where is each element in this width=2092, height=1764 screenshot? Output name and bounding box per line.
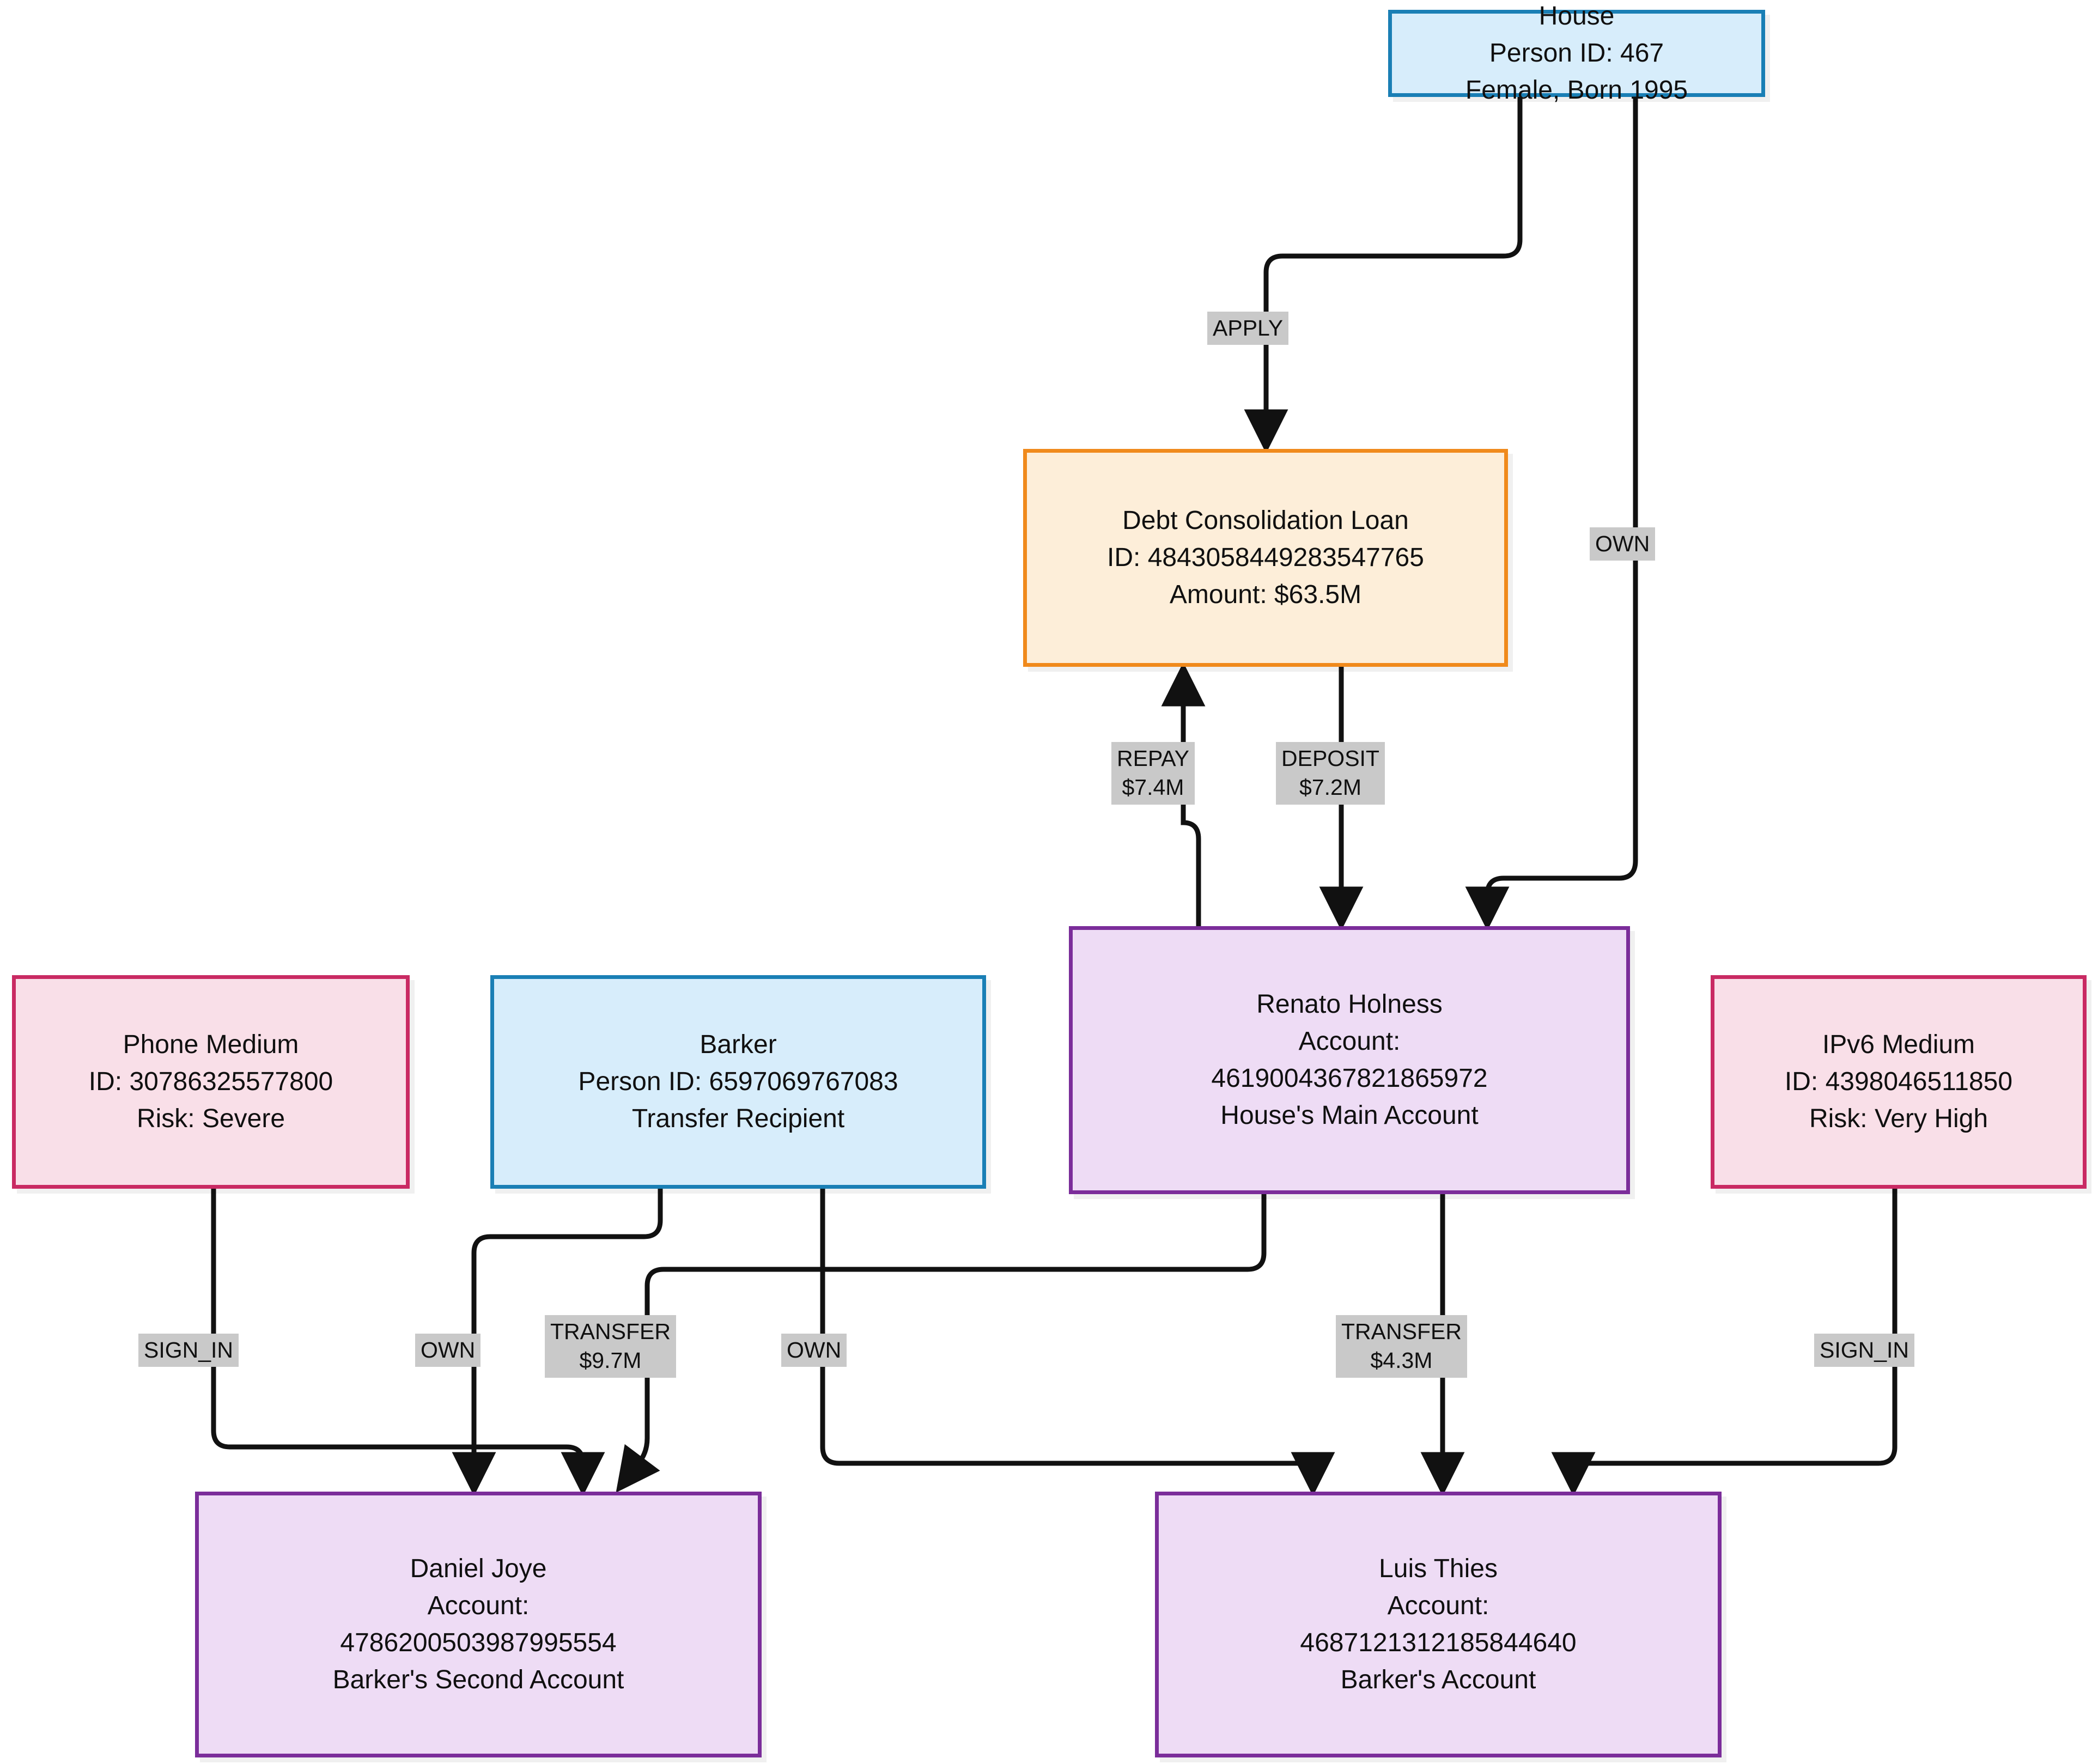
edge-label-own-main-text: OWN — [1595, 531, 1650, 556]
node-luis-line-2: Account: — [1387, 1591, 1489, 1620]
edge-label-signin-phone-text: SIGN_IN — [144, 1337, 234, 1362]
node-renato-line-1: Renato Holness — [1256, 989, 1443, 1019]
node-house[interactable] — [1388, 1, 1765, 105]
node-renato-line-4: House's Main Account — [1220, 1101, 1479, 1130]
node-ipv6-line-1: IPv6 Medium — [1822, 1030, 1975, 1059]
node-renato-line-3: 4619004367821865972 — [1211, 1064, 1488, 1093]
node-renato-line-2: Account: — [1298, 1026, 1401, 1056]
edge-label-repay-text: REPAY — [1117, 746, 1189, 771]
edge-label-repay-amount: $7.4M — [1122, 775, 1184, 800]
node-house-line-2: Person ID: 467 — [1489, 38, 1664, 68]
edge-label-transfer-a-amount: $9.7M — [579, 1348, 642, 1373]
edge-label-signin-ipv6-text: SIGN_IN — [1820, 1337, 1909, 1362]
node-phone-line-2: ID: 30786325577800 — [88, 1067, 333, 1096]
edge-label-signin-phone — [138, 1334, 239, 1367]
edge-label-deposit-text: DEPOSIT — [1281, 746, 1379, 771]
edge-own-main — [1487, 97, 1635, 913]
edge-label-own-luis-text: OWN — [787, 1337, 842, 1362]
node-phone-line-1: Phone Medium — [123, 1030, 299, 1059]
edge-label-own-daniel — [415, 1334, 481, 1367]
node-barker[interactable] — [490, 975, 986, 1189]
edge-signin-phone — [214, 1189, 583, 1479]
node-ipv6-line-2: ID: 4398046511850 — [1784, 1067, 2013, 1096]
node-ipv6-medium[interactable] — [1711, 975, 2087, 1189]
edge-label-transfer-a-text: TRANSFER — [550, 1319, 671, 1344]
edge-label-apply-text: APPLY — [1213, 315, 1284, 340]
node-loan-line-3: Amount: $63.5M — [1169, 580, 1362, 610]
node-barker-line-1: Barker — [700, 1030, 777, 1059]
node-phone-medium[interactable] — [12, 975, 410, 1189]
node-house-line-3: Female, Born 1995 — [1465, 76, 1688, 105]
node-house-line-1: House — [1538, 1, 1615, 31]
node-luis-thies-account[interactable] — [1155, 1492, 1722, 1757]
edge-label-transfer-b-amount: $4.3M — [1370, 1348, 1433, 1373]
node-daniel-line-2: Account: — [427, 1591, 530, 1620]
node-daniel-line-1: Daniel Joye — [410, 1554, 547, 1583]
edge-label-own-main — [1590, 527, 1655, 561]
edge-own-luis — [823, 1189, 1313, 1479]
node-ipv6-line-3: Risk: Very High — [1809, 1104, 1988, 1134]
node-luis-line-1: Luis Thies — [1379, 1554, 1498, 1583]
node-barker-line-2: Person ID: 6597069767083 — [578, 1067, 898, 1096]
edge-label-own-daniel-text: OWN — [421, 1337, 476, 1362]
edge-label-apply — [1207, 312, 1288, 345]
edge-label-repay — [1111, 742, 1195, 805]
edge-label-own-luis — [781, 1334, 847, 1367]
node-daniel-joye-account[interactable] — [195, 1492, 762, 1757]
edge-apply — [1266, 97, 1520, 436]
edge-label-signin-ipv6 — [1814, 1334, 1914, 1367]
node-daniel-line-3: 4786200503987995554 — [340, 1628, 617, 1657]
edge-label-transfer-b-text: TRANSFER — [1341, 1319, 1462, 1344]
node-barker-line-3: Transfer Recipient — [631, 1104, 845, 1134]
edge-label-transfer-b — [1336, 1315, 1467, 1378]
node-luis-line-3: 4687121312185844640 — [1300, 1628, 1577, 1657]
edge-label-deposit-amount: $7.2M — [1299, 775, 1361, 800]
node-loan-line-1: Debt Consolidation Loan — [1122, 506, 1409, 535]
node-loan-line-2: ID: 4843058449283547765 — [1107, 543, 1424, 572]
edge-label-deposit — [1276, 742, 1385, 805]
edge-label-transfer-a — [545, 1315, 676, 1378]
edge-transfer-a — [627, 1194, 1264, 1479]
node-daniel-line-4: Barker's Second Account — [332, 1665, 624, 1695]
node-debt-consolidation-loan[interactable] — [1023, 449, 1508, 667]
node-luis-line-4: Barker's Account — [1340, 1665, 1536, 1695]
node-phone-line-3: Risk: Severe — [136, 1104, 285, 1134]
node-renato-holness-account[interactable] — [1069, 926, 1630, 1194]
